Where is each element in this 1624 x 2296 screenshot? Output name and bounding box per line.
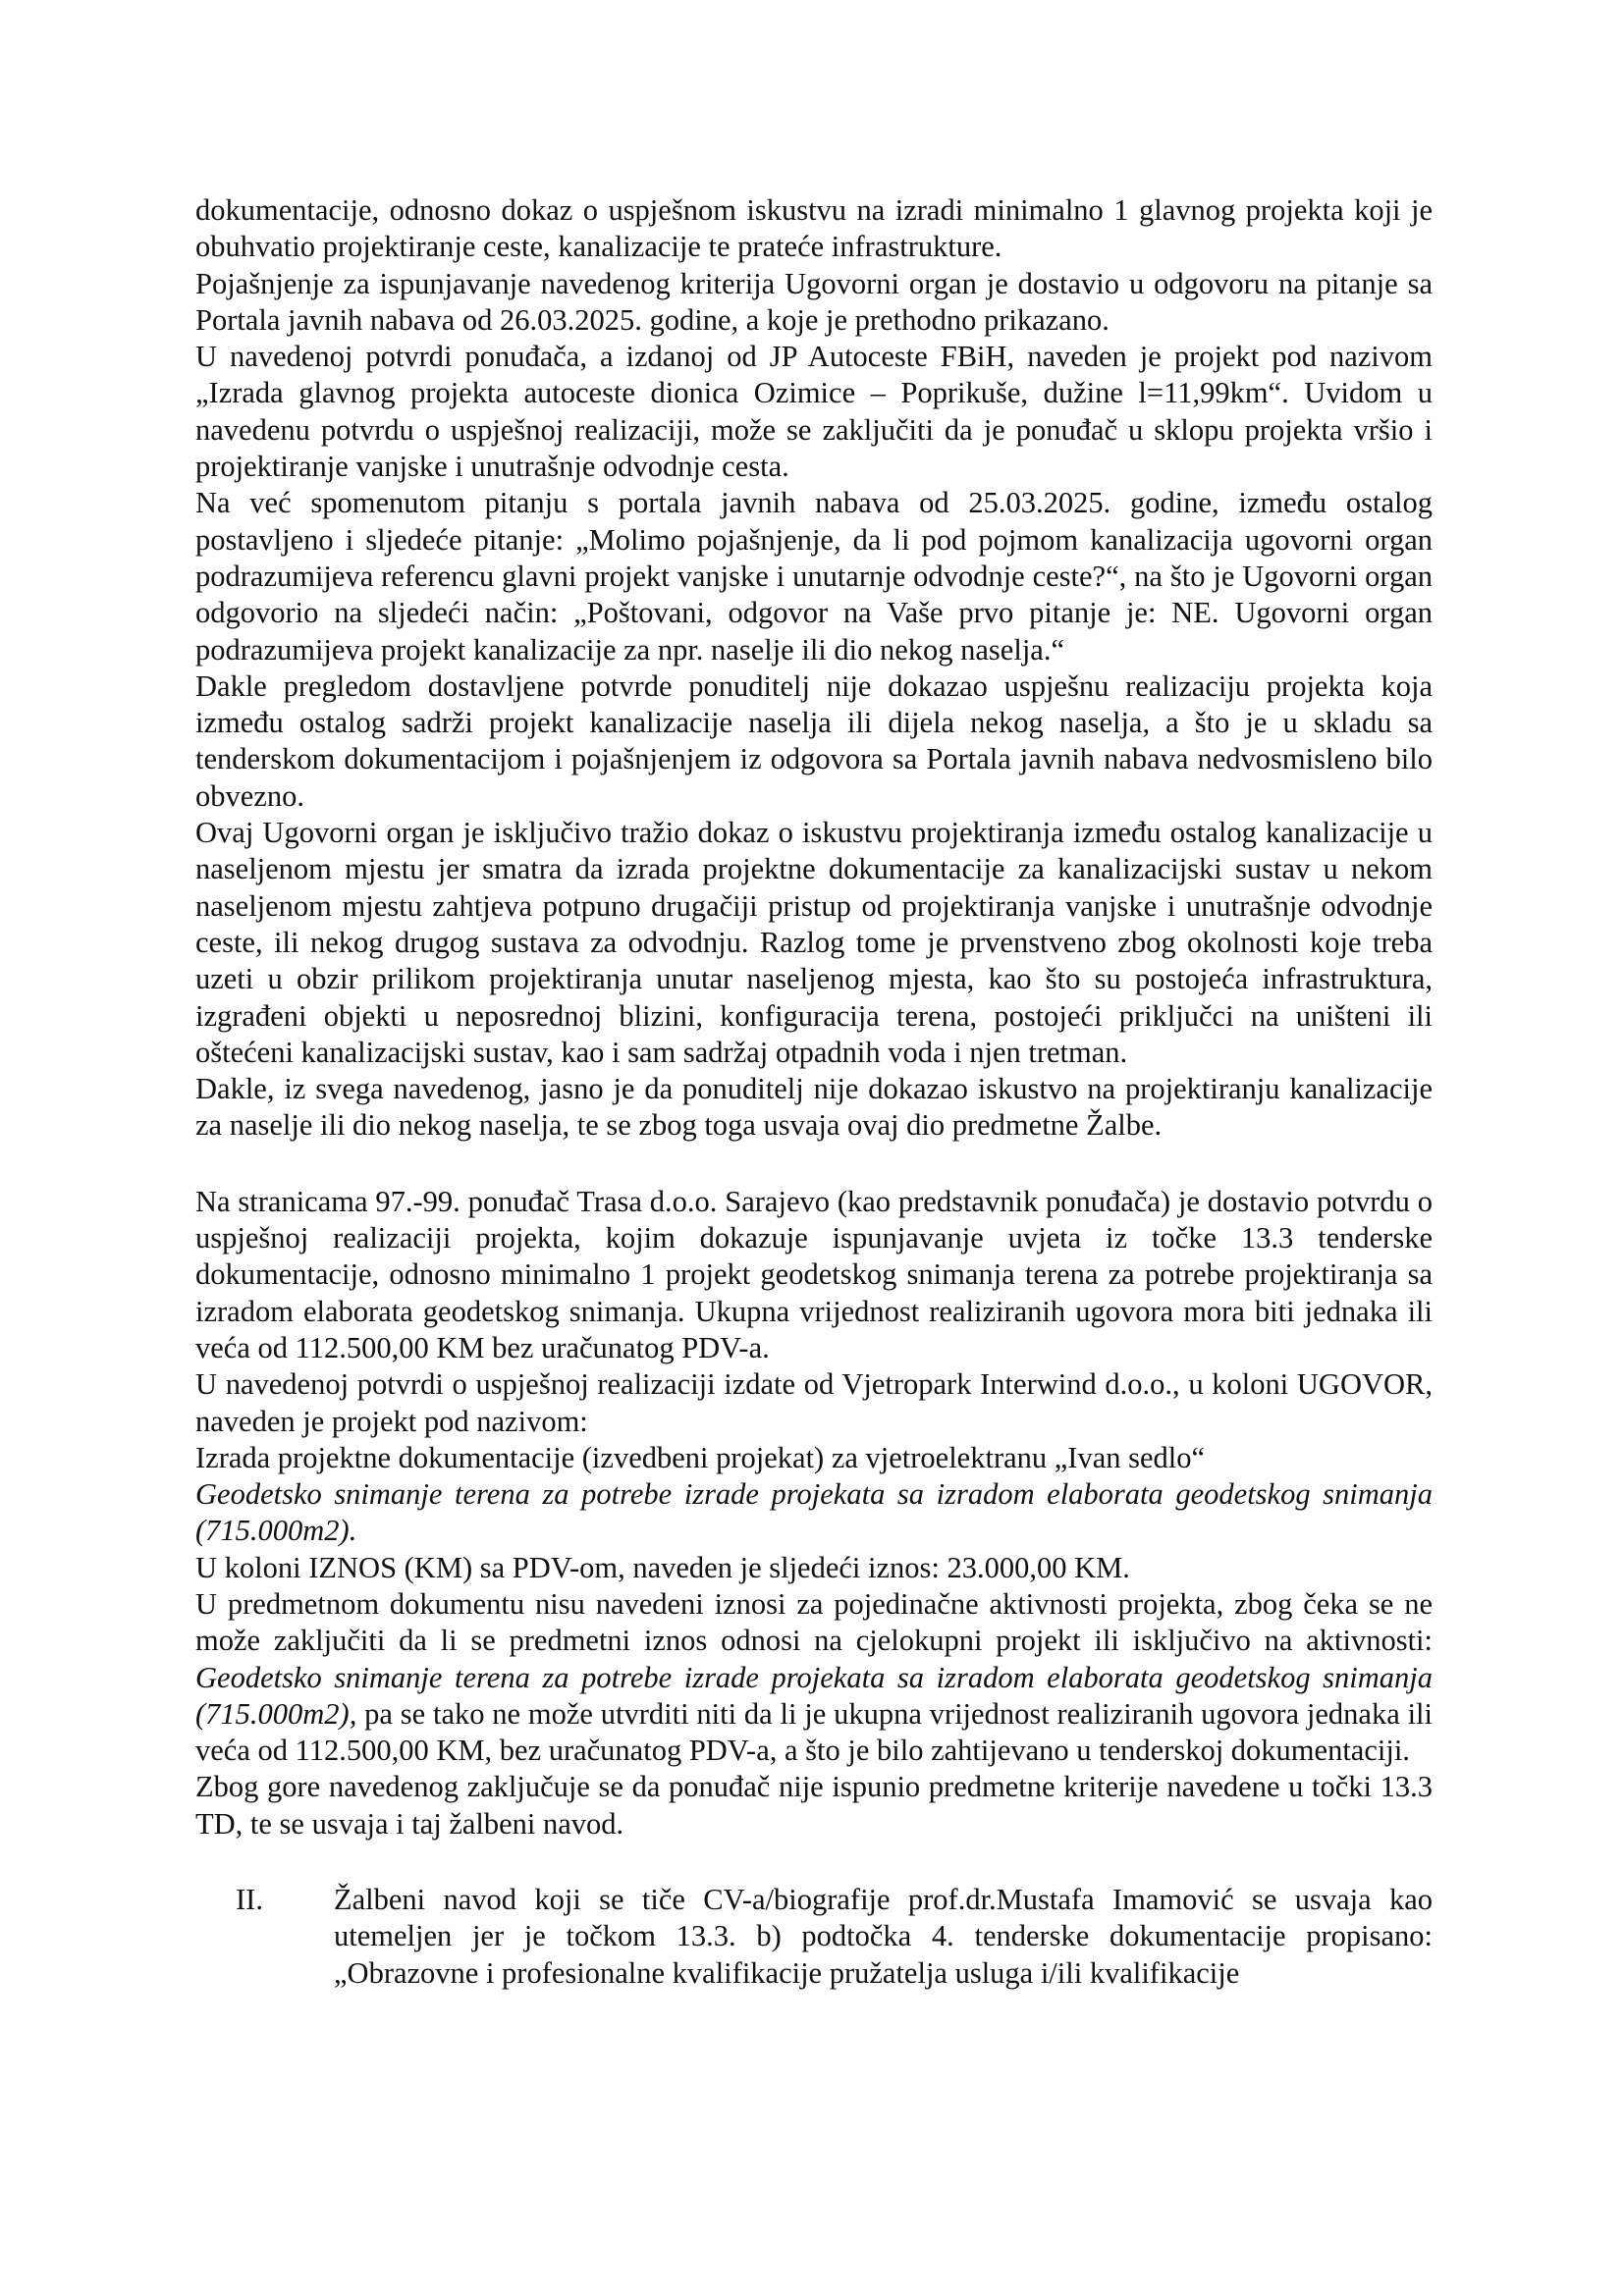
paragraph: U navedenoj potvrdi ponuđača, a izdanoj od JP Autoceste FBiH, naveden je projekt pod nazivom „Izrada glavnog projekta autoceste dionica Ozimice – Poprikuše, dužine l=11,99km“. Uvidom u navedenu potvrdu o uspješnoj realizaciji, može se zaključiti da je ponuđač u sklopu projekta vršio i projektiranje vanjske i unutrašnje odvodnje cesta. [195,340,1433,484]
paragraph: U navedenoj potvrdi o uspješnoj realizaciji izdate od Vjetropark Interwind d.o.o., u koloni UGOVOR, naveden je projekt pod nazivom: [195,1367,1433,1438]
paragraph: Pojašnjenje za ispunjavanje navedenog kriterija Ugovorni organ je dostavio u odgovoru na pitanje sa Portala javnih nabava od 26.03.2025. godine, a koje je prethodno prikazano. [195,266,1433,337]
paragraph: Na stranicama 97.-99. ponuđač Trasa d.o.o. Sarajevo (kao predstavnik ponuđača) je dostavio potvrdu o uspješnoj realizaciji projekta, kojim dokazuje ispunjavanje uvjeta iz točke 13.3 tenderske dokumentacije, odnosno minimalno 1 projekt geodetskog snimanja terena za potrebe projektiranja sa izradom elaborata geodetskog snimanja. Ukupna vrijednost realiziranih ugovora mora biti jednaka ili veća od 112.500,00 KM bez uračunatog PDV-a. [195,1184,1433,1364]
paragraph [195,1586,1433,1769]
italic-text: Geodetsko snimanje terena za potrebe izrade projekata sa izradom elaborata geodetskog snimanja (715.000m2), [195,1660,1433,1731]
paragraph: Izrada projektne dokumentacije (izvedbeni projekat) za vjetroelektranu „Ivan sedlo“ [195,1440,1206,1474]
paragraph: U koloni IZNOS (KM) sa PDV-om, naveden je sljedeći iznos: 23.000,00 KM. [195,1550,1130,1584]
paragraph: Dakle, iz svega navedenog, jasno je da ponuditelj nije dokazao iskustvo na projektiranju kanalizacije za naselje ili dio nekog naselja, te se zbog toga usvaja ovaj dio predmetne Žalbe. [195,1072,1433,1143]
paragraph-italic [195,1476,1433,1550]
item-text: Žalbeni navod koji se tiče CV-a/biografije prof.dr.Mustafa Imamović se usvaja kao utemeljen jer je točkom 13.3. b) podtočka 4. tenderske dokumentacije propisano: „Obrazovne i profesionalne kvalifikacije pružatelja usluga i/ili kvalifikacije [334,1883,1433,1990]
text-run: U predmetnom dokumentu nisu navedeni iznosi za pojedinačne aktivnosti projekta, zbog čeka se ne može zaključiti da li se predmetni iznos odnosi na cjelokupni projekt ili isključivo na aktivnosti: [195,1586,1433,1658]
paragraph-spacer [195,1145,1433,1184]
text-run: pa se tako ne može utvrditi niti da li je ukupna vrijednost realiziranih ugovora jednaka ili veća od 112.500,00 KM, bez uračunatog PDV-a, a što je bilo zahtijevano u tenderskoj dokumentaciji. [195,1696,1433,1768]
document-page [195,192,1433,1992]
paragraph: dokumentacije, odnosno dokaz o uspješnom iskustvu na izradi minimalno 1 glavnog projekta koji je obuhvatio projektiranje ceste, kanalizacije te prateće infrastrukture. [195,193,1433,264]
italic-text: Geodetsko snimanje terena za potrebe izrade projekata sa izradom elaborata geodetskog snimanja (715.000m2). [195,1477,1433,1548]
numbered-item [195,1882,1433,1992]
paragraph: Zbog gore navedenog zaključuje se da ponuđač nije ispunio predmetne kriterije navedene u točki 13.3 TD, te se usvaja i taj žalbeni navod. [195,1770,1433,1841]
paragraph: Na već spomenutom pitanju s portala javnih nabava od 25.03.2025. godine, između ostalog postavljeno i sljedeće pitanje: „Molimo pojašnjenje, da li pod pojmom kanalizacija ugovorni organ podrazumijeva referencu glavni projekt vanjske i unutarnje odvodnje ceste?“, na što je Ugovorni organ odgovorio na sljedeći način: „Poštovani, odgovor na Vaše prvo pitanje je: NE. Ugovorni organ podrazumijeva projekt kanalizacije za npr. naselje ili dio nekog naselja.“ [195,486,1433,667]
item-number: II. [236,1883,263,1917]
paragraph-spacer [195,1842,1433,1882]
paragraph: Ovaj Ugovorni organ je isključivo tražio dokaz o iskustvu projektiranja između ostalog kanalizacije u naseljenom mjestu jer smatra da izrada projektne dokumentacije za kanalizacijski sustav u nekom naseljenom mjestu zahtjeva potpuno drugačiji pristup od projektiranja vanjske i unutrašnje odvodnje ceste, ili nekog drugog sustava za odvodnju. Razlog tome je prvenstveno zbog okolnosti koje treba uzeti u obzir prilikom projektiranja unutar naseljenog mjesta, kao što su postojeća infrastruktura, izgrađeni objekti u neposrednoj blizini, konfiguracija terena, postojeći priključci na uništeni ili oštećeni kanalizacijski sustav, kao i sam sadržaj otpadnih voda i njen tretman. [195,816,1433,1069]
paragraph: Dakle pregledom dostavljene potvrde ponuditelj nije dokazao uspješnu realizaciju projekta koja između ostalog sadrži projekt kanalizacije naselja ili dijela nekog naselja, a što je u skladu sa tenderskom dokumentacijom i pojašnjenjem iz odgovora sa Portala javnih nabava nedvosmisleno bilo obvezno. [195,668,1433,813]
